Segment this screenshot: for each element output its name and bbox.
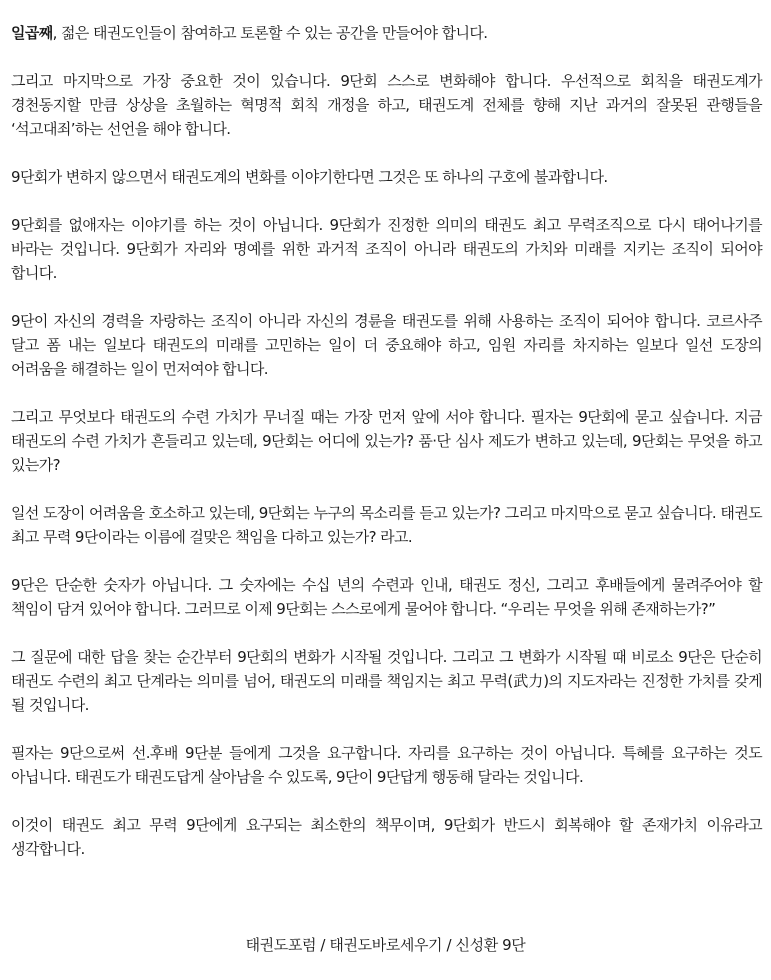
paragraph-text: , 젊은 태권도인들이 참여하고 토론할 수 있는 공간을 만들어야 합니다. bbox=[52, 24, 488, 42]
paragraph-11: 이것이 태권도 최고 무력 9단에게 요구되는 최소한의 책무이며, 9단회가 반드시 회복해야 할 존재가치 이유라고 생각합니다. bbox=[11, 816, 762, 858]
paragraph-7: 일선 도장이 어려움을 호소하고 있는데, 9단회는 누구의 목소리를 듣고 있는가? 그리고 마지막으로 묻고 싶습니다. 태권도 최고 무력 9단이라는 이름에 걸맞은 책임을 다하고 있는가? 라고. bbox=[11, 504, 762, 546]
paragraph-4: 9단회를 없애자는 이야기를 하는 것이 아닙니다. 9단회가 진정한 의미의 태권도 최고 무력조직으로 다시 태어나기를 바라는 것입니다. 9단회가 자리와 명예를 위한 과거적 조직이 아니라 태권도의 가치와 미래를 지키는 조직이 되어야 합니다. bbox=[11, 216, 762, 282]
paragraph-1 bbox=[11, 21, 762, 45]
paragraph-2: 그리고 마지막으로 가장 중요한 것이 있습니다. 9단회 스스로 변화해야 합니다. 우선적으로 회칙을 태권도계가 경천동지할 만큼 상상을 초월하는 혁명적 회칙 개정을 하고, 태권도계 전체를 향해 지난 과거의 잘못된 관행들을 ‘석고대죄’하는 선언을 해야 합니다. bbox=[11, 72, 762, 138]
paragraph-6: 그리고 무엇보다 태권도의 수련 가치가 무너질 때는 가장 먼저 앞에 서야 합니다. 필자는 9단회에 묻고 싶습니다. 지금 태권도의 수련 가치가 흔들리고 있는데, 9단회는 어디에 있는가? 품·단 심사 제도가 변하고 있는데, 9단회는 무엇을 하고 있는가? bbox=[11, 408, 762, 474]
paragraph-8: 9단은 단순한 숫자가 아닙니다. 그 숫자에는 수십 년의 수련과 인내, 태권도 정신, 그리고 후배들에게 물려주어야 할 책임이 담겨 있어야 합니다. 그러므로 이제 9단회는 스스로에게 물어야 합니다. “우리는 무엇을 위해 존재하는가?” bbox=[11, 576, 762, 618]
paragraph-9: 그 질문에 대한 답을 찾는 순간부터 9단회의 변화가 시작될 것입니다. 그리고 그 변화가 시작될 때 비로소 9단은 단순히 태권도 수련의 최고 단계라는 의미를 넘어, 태권도의 미래를 책임지는 최고 무력(武力)의 지도자라는 진정한 가치를 갖게 될 것입니다. bbox=[11, 648, 762, 714]
paragraph-10: 필자는 9단으로써 선.후배 9단분 들에게 그것을 요구합니다. 자리를 요구하는 것이 아닙니다. 특혜를 요구하는 것도 아닙니다. 태권도가 태권도답게 살아남을 수 있도록, 9단이 9단답게 행동해 달라는 것입니다. bbox=[11, 744, 762, 786]
paragraph-3: 9단회가 변하지 않으면서 태권도계의 변화를 이야기한다면 그것은 또 하나의 구호에 불과합니다. bbox=[11, 168, 608, 186]
paragraph-5: 9단이 자신의 경력을 자랑하는 조직이 아니라 자신의 경륜을 태권도를 위해 사용하는 조직이 되어야 합니다. 코르사주 달고 폼 내는 일보다 태권도의 미래를 고민하는 일이 더 중요해야 하고, 임원 자리를 차지하는 일보다 일선 도장의 어려움을 해결하는 일이 먼저여야 합니다. bbox=[11, 312, 762, 378]
paragraph-lead: 일곱째 bbox=[11, 24, 53, 42]
author-byline: 태권도포럼 / 태권도바로세우기 / 신성환 9단 bbox=[245, 936, 526, 954]
